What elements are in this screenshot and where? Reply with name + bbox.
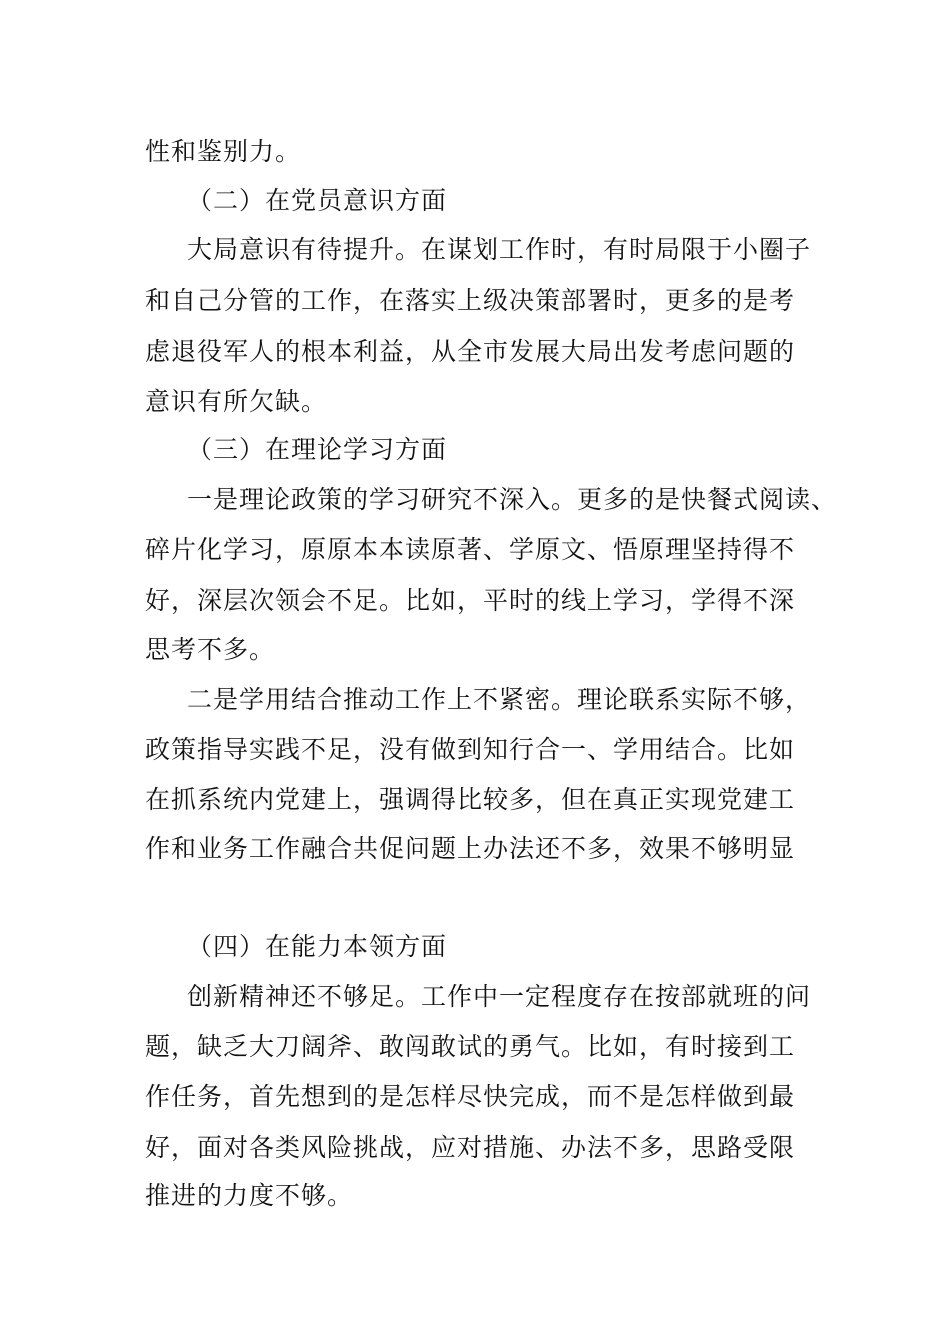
paragraph-line: 政策指导实践不足，没有做到知行合一、学用结合。比如 bbox=[145, 735, 796, 764]
paragraph-line: 创新精神还不够足。工作中一定程度存在按部就班的问 bbox=[187, 982, 812, 1011]
paragraph-line: 推进的力度不够。 bbox=[145, 1181, 354, 1210]
paragraph-line: 思考不多。 bbox=[145, 635, 276, 664]
paragraph-line: 作和业务工作融合共促问题上办法还不多，效果不够明显 bbox=[145, 834, 796, 863]
section-heading: （四）在能力本领方面 bbox=[187, 932, 448, 961]
paragraph-line: 题，缺乏大刀阔斧、敢闯敢试的勇气。比如，有时接到工 bbox=[145, 1032, 796, 1061]
section-heading: （三）在理论学习方面 bbox=[187, 435, 448, 464]
paragraph-line: 好，深层次领会不足。比如，平时的线上学习，学得不深 bbox=[145, 586, 796, 615]
paragraph-line: 意识有所欠缺。 bbox=[145, 387, 328, 416]
paragraph-line: 一是理论政策的学习研究不深入。更多的是快餐式阅读、 bbox=[187, 485, 838, 514]
paragraph-line: 作任务，首先想到的是怎样尽快完成，而不是怎样做到最 bbox=[145, 1082, 796, 1111]
paragraph-line: 和自己分管的工作，在落实上级决策部署时，更多的是考 bbox=[145, 286, 796, 315]
paragraph-line: 大局意识有待提升。在谋划工作时，有时局限于小圈子 bbox=[187, 235, 812, 264]
paragraph-line: 二是学用结合推动工作上不紧密。理论联系实际不够， bbox=[187, 685, 812, 714]
paragraph-line: 碎片化学习，原原本本读原著、学原文、悟原理坚持得不 bbox=[145, 535, 796, 564]
paragraph-line: 虑退役军人的根本利益，从全市发展大局出发考虑问题的 bbox=[145, 337, 796, 366]
paragraph-line: 性和鉴别力。 bbox=[145, 137, 302, 166]
section-heading: （二）在党员意识方面 bbox=[187, 186, 448, 215]
paragraph-line: 好，面对各类风险挑战，应对措施、办法不多，思路受限 bbox=[145, 1133, 796, 1162]
paragraph-line: 在抓系统内党建上，强调得比较多，但在真正实现党建工 bbox=[145, 785, 796, 814]
